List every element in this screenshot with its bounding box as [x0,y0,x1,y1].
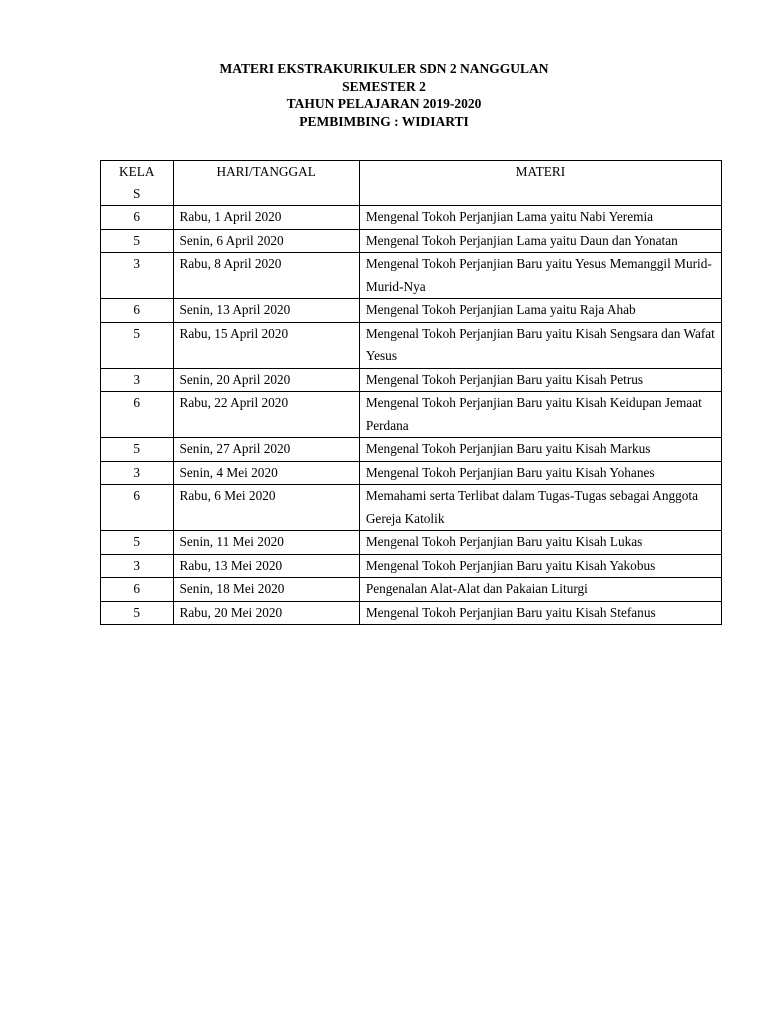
kelas-cell: 5 [101,438,174,462]
kelas-cell: 5 [101,322,174,368]
kelas-cell: 3 [101,554,174,578]
school-year-label: TAHUN PELAJARAN 2019-2020 [286,96,482,111]
kelas-cell: 3 [101,368,174,392]
semester-label: SEMESTER 2 [342,78,426,94]
materi-cell: Mengenal Tokoh Perjanjian Lama yaitu Daun dan Yonatan [359,229,721,253]
hari-tanggal-cell: Senin, 20 April 2020 [173,368,359,392]
column-header-kelas-line1: KELA [119,164,155,179]
table-row [101,485,722,531]
hari-tanggal-cell: Rabu, 20 Mei 2020 [173,601,359,625]
table-row [101,601,722,625]
hari-tanggal-cell: Rabu, 8 April 2020 [173,253,359,299]
column-header-materi: MATERI [359,161,721,206]
kelas-cell: 3 [101,461,174,485]
column-header-kelas-line2: S [133,186,141,201]
table-row [101,392,722,438]
materi-cell: Mengenal Tokoh Perjanjian Baru yaitu Yesus Memanggil Murid-Murid-Nya [359,253,721,299]
kelas-cell: 3 [101,253,174,299]
table-row [101,461,722,485]
hari-tanggal-cell: Senin, 27 April 2020 [173,438,359,462]
kelas-cell: 6 [101,206,174,230]
table-header-row [101,161,722,206]
materi-cell: Pengenalan Alat-Alat dan Pakaian Liturgi [359,578,721,602]
hari-tanggal-cell: Rabu, 1 April 2020 [173,206,359,230]
materi-cell: Mengenal Tokoh Perjanjian Baru yaitu Kisah Yakobus [359,554,721,578]
kelas-cell: 5 [101,229,174,253]
table-row [101,253,722,299]
materi-cell: Mengenal Tokoh Perjanjian Lama yaitu Nabi Yeremia [359,206,721,230]
hari-tanggal-cell: Rabu, 22 April 2020 [173,392,359,438]
hari-tanggal-cell: Senin, 11 Mei 2020 [173,531,359,555]
materi-cell: Mengenal Tokoh Perjanjian Baru yaitu Kisah Yohanes [359,461,721,485]
materi-cell: Mengenal Tokoh Perjanjian Baru yaitu Kisah Lukas [359,531,721,555]
table-row [101,531,722,555]
kelas-cell: 6 [101,392,174,438]
hari-tanggal-cell: Rabu, 15 April 2020 [173,322,359,368]
table-row [101,299,722,323]
hari-tanggal-cell: Rabu, 6 Mei 2020 [173,485,359,531]
table-row [101,438,722,462]
schedule-table [100,160,722,625]
supervisor-label: PEMBIMBING : WIDIARTI [299,113,469,129]
table-row [101,322,722,368]
kelas-cell: 6 [101,578,174,602]
document-title: MATERI EKSTRAKURIKULER SDN 2 NANGGULAN [219,61,549,76]
kelas-cell: 6 [101,299,174,323]
hari-tanggal-cell: Senin, 6 April 2020 [173,229,359,253]
table-row [101,206,722,230]
hari-tanggal-cell: Senin, 4 Mei 2020 [173,461,359,485]
column-header-kelas [101,161,174,206]
table-row [101,578,722,602]
kelas-cell: 5 [101,531,174,555]
materi-cell: Mengenal Tokoh Perjanjian Baru yaitu Kisah Sengsara dan Wafat Yesus [359,322,721,368]
materi-cell: Mengenal Tokoh Perjanjian Baru yaitu Kisah Stefanus [359,601,721,625]
hari-tanggal-cell: Senin, 13 April 2020 [173,299,359,323]
schedule-table-body [101,206,722,625]
hari-tanggal-cell: Senin, 18 Mei 2020 [173,578,359,602]
kelas-cell: 6 [101,485,174,531]
hari-tanggal-cell: Rabu, 13 Mei 2020 [173,554,359,578]
materi-cell: Memahami serta Terlibat dalam Tugas-Tugas sebagai Anggota Gereja Katolik [359,485,721,531]
materi-cell: Mengenal Tokoh Perjanjian Baru yaitu Kisah Keidupan Jemaat Perdana [359,392,721,438]
column-header-hari-tanggal: HARI/TANGGAL [173,161,359,206]
kelas-cell: 5 [101,601,174,625]
materi-cell: Mengenal Tokoh Perjanjian Lama yaitu Raja Ahab [359,299,721,323]
table-row [101,554,722,578]
materi-cell: Mengenal Tokoh Perjanjian Baru yaitu Kisah Petrus [359,368,721,392]
table-row [101,368,722,392]
materi-cell: Mengenal Tokoh Perjanjian Baru yaitu Kisah Markus [359,438,721,462]
table-row [101,229,722,253]
document-header [0,60,768,130]
